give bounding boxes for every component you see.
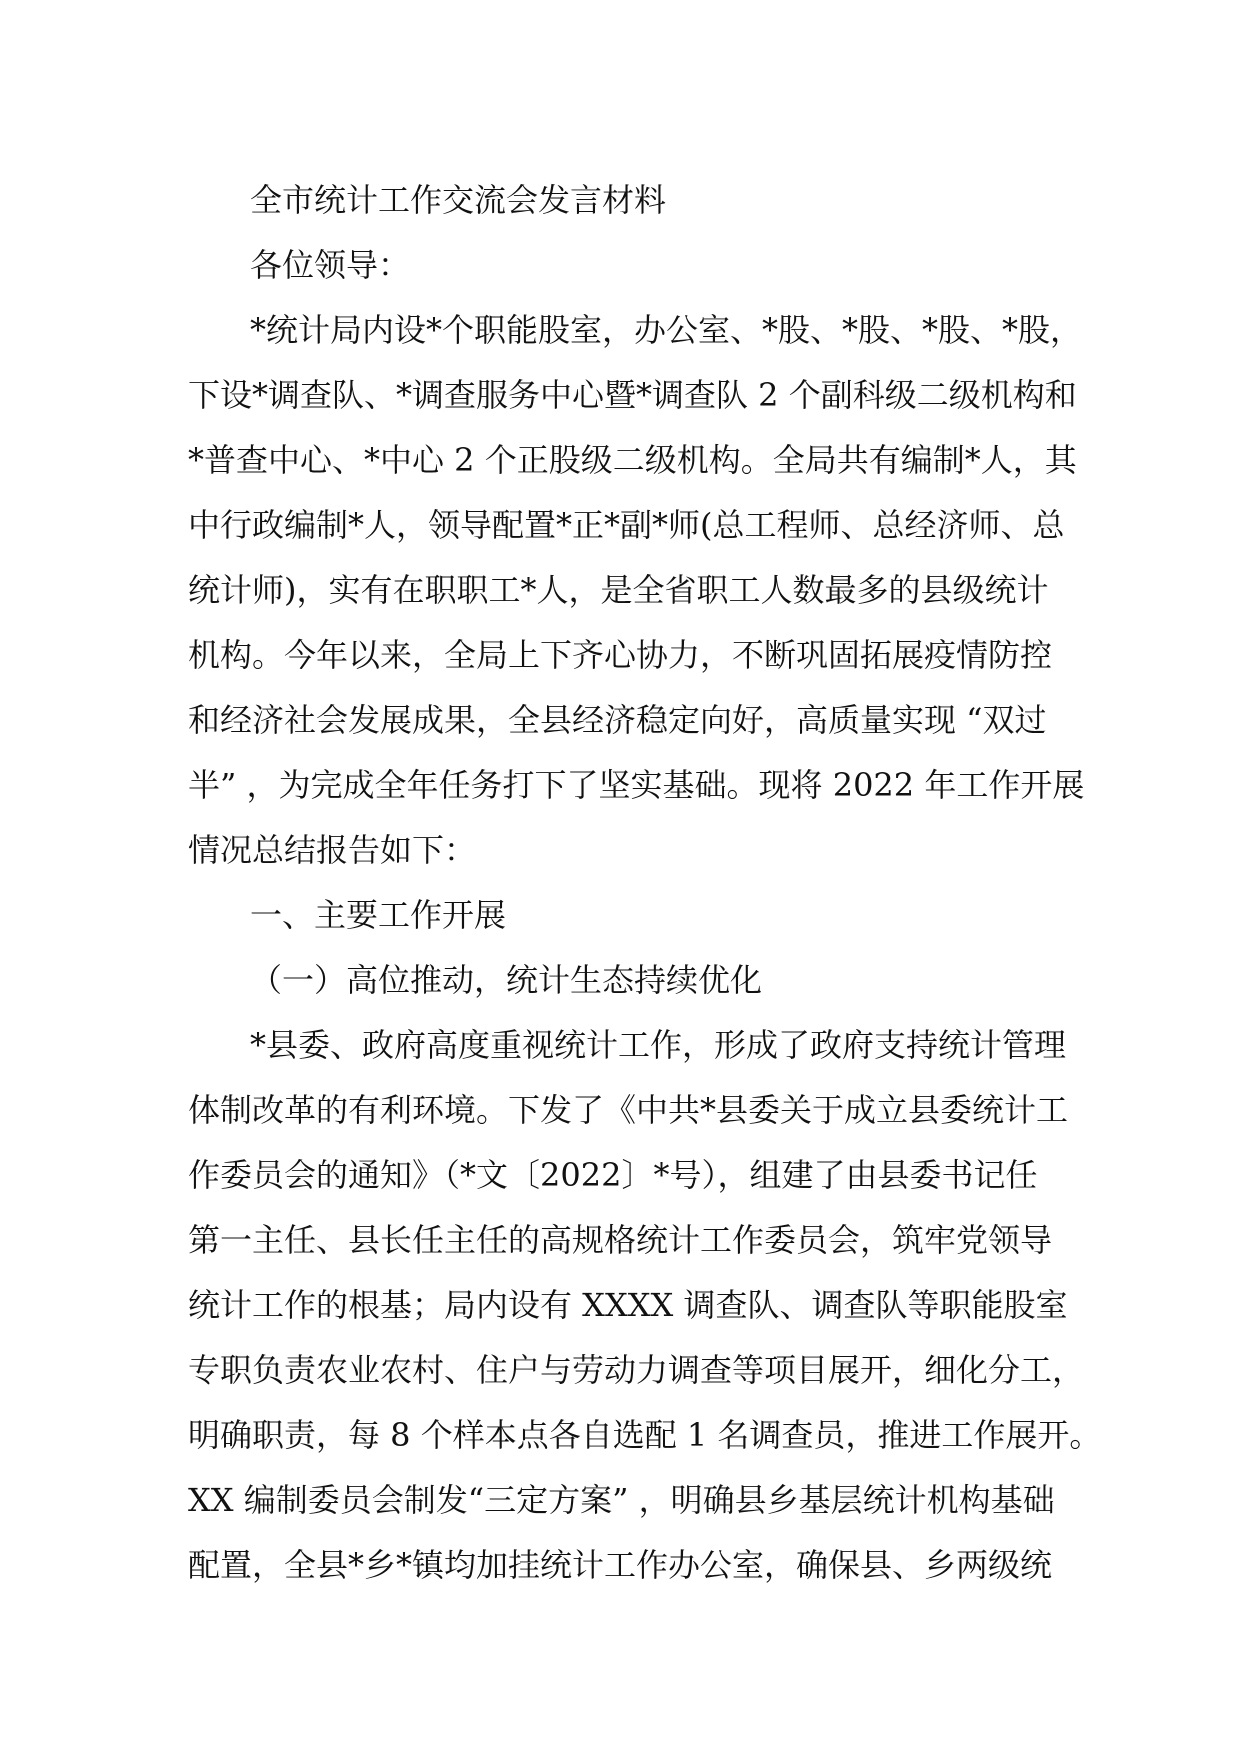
paragraph-2 [188, 1013, 1102, 1598]
paragraph-line: *普查中心、*中心 2 个正股级二级机构。全局共有编制*人，其 [188, 441, 1077, 479]
paragraph-line: 和经济社会发展成果，全县经济稳定向好，高质量实现 “双过 [188, 701, 1047, 739]
document-title: 全市统计工作交流会发言材料 [250, 181, 667, 219]
paragraph-line: 机构。今年以来，全局上下齐心协力，不断巩固拓展疫情防控 [188, 636, 1053, 674]
paragraph-line: 统计师)，实有在职职工*人，是全省职工人数最多的县级统计 [188, 571, 1049, 609]
paragraph-line: *县委、政府高度重视统计工作，形成了政府支持统计管理 [250, 1026, 1067, 1064]
paragraph-line: 下设*调查队、*调查服务中心暨*调查队 2 个副科级二级机构和 [188, 376, 1077, 414]
paragraph-line: 统计工作的根基；局内设有 XXXX 调查队、调查队等职能股室 [188, 1286, 1068, 1324]
paragraph-line: XX 编制委员会制发“三定方案” ，明确县乡基层统计机构基础 [188, 1481, 1055, 1519]
paragraph-line: *统计局内设*个职能股室，办公室、*股、*股、*股、*股， [250, 311, 1083, 349]
paragraph-line: 配置，全县*乡*镇均加挂统计工作办公室，确保县、乡两级统 [188, 1546, 1053, 1584]
paragraph-line: 体制改革的有利环境。下发了《中共*县委关于成立县委统计工 [188, 1091, 1069, 1129]
paragraph-line: 半” ，为完成全年任务打下了坚实基础。现将 2022 年工作开展 [188, 766, 1085, 804]
paragraph-line: 作委员会的通知》（*文〔2022〕*号），组建了由县委书记任 [188, 1156, 1038, 1194]
salutation: 各位领导： [250, 246, 411, 284]
paragraph-1 [188, 298, 1084, 883]
paragraph-line: 明确职责，每 8 个样本点各自选配 1 名调查员，推进工作展开。 [188, 1416, 1102, 1454]
section-heading: 一、主要工作开展 [250, 896, 507, 934]
document-body [188, 168, 1102, 1598]
paragraph-line: 第一主任、县长任主任的高规格统计工作委员会，筑牢党领导 [188, 1221, 1053, 1259]
paragraph-line: 中行政编制*人，领导配置*正*副*师(总工程师、总经济师、总 [188, 506, 1065, 544]
paragraph-line: 专职负责农业农村、住户与劳动力调查等项目展开，细化分工， [188, 1351, 1085, 1389]
section-subheading: （一）高位推动，统计生态持续优化 [250, 961, 763, 999]
paragraph-line: 情况总结报告如下： [188, 831, 477, 869]
